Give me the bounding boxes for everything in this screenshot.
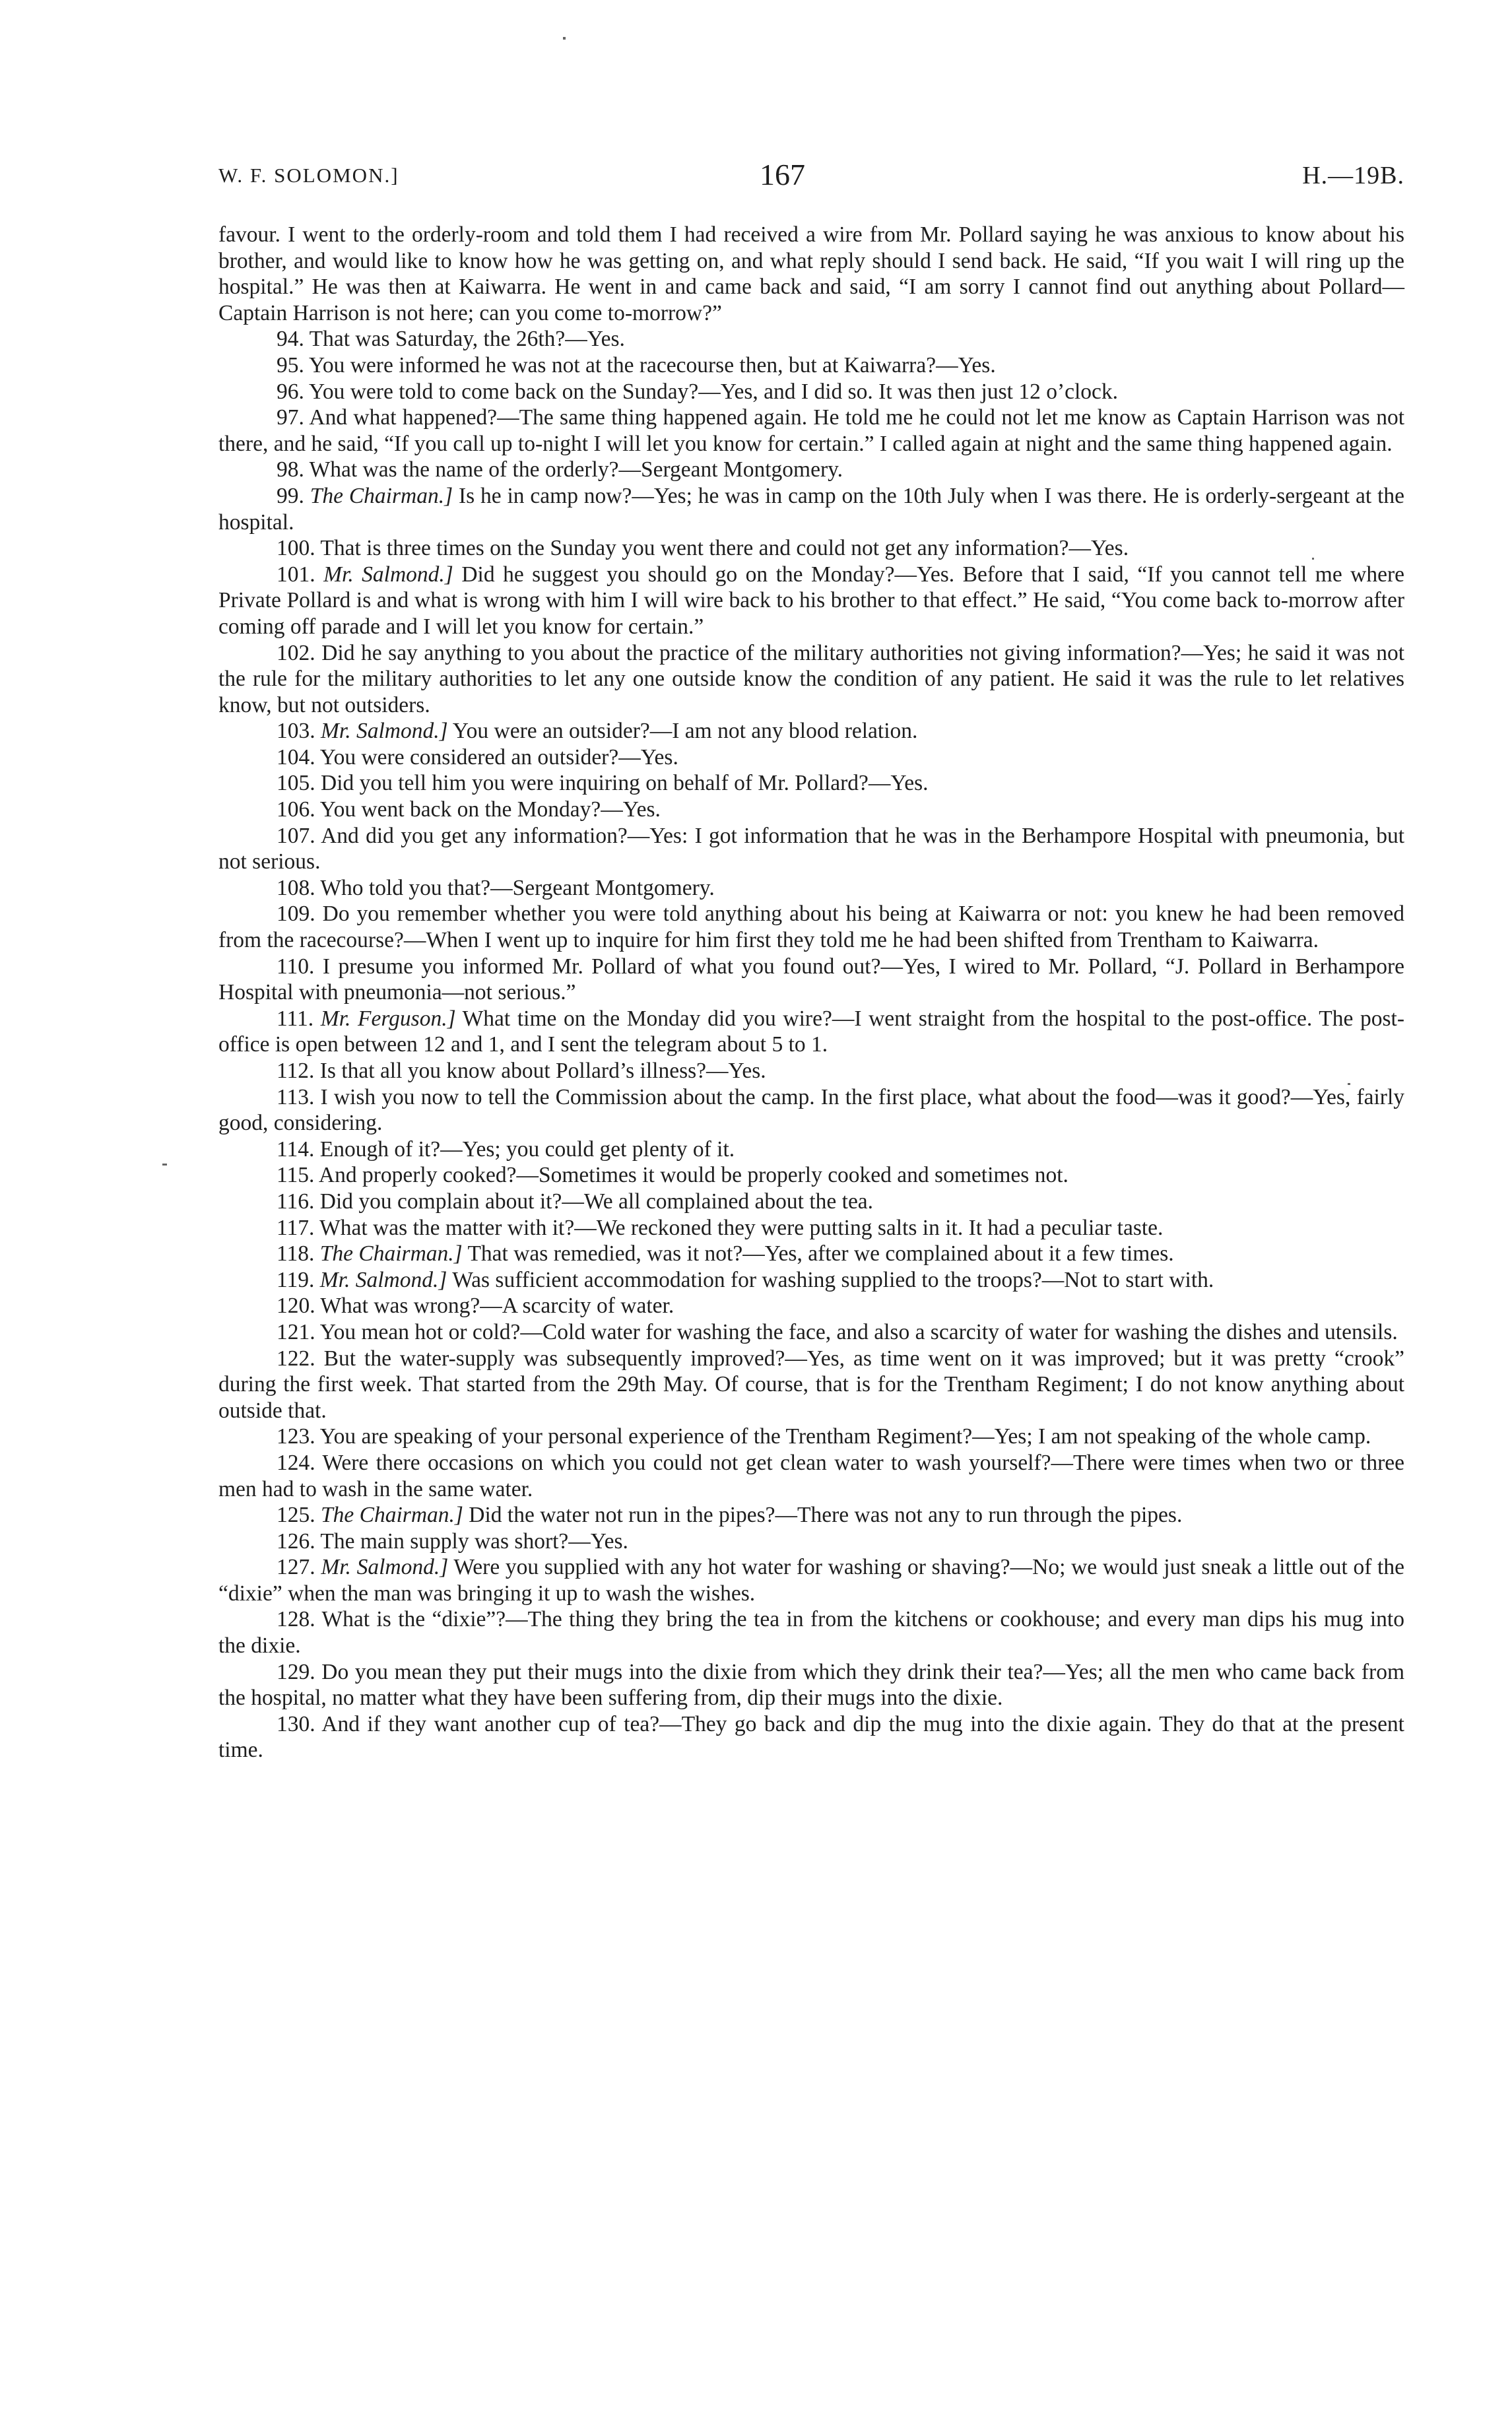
paragraph-text: Were you supplied with any hot water for washing or shaving?—No; we would just sneak a little out of the “dixie” when the man was bringing it up to wash the wishes. [218,1555,1404,1606]
question-number: 117. [277,1215,315,1240]
scan-speck [1348,1083,1350,1085]
question-number: 106. [277,797,315,822]
paragraph-text: And did you get any information?—Yes: I got information that he was in the Berhampore Hospital with pneumonia, but not serious. [218,823,1404,874]
paragraph-text: What is the “dixie”?—The thing they bring the tea in from the kitchens or cookhouse; and every man dips his mug into the dixie. [218,1607,1404,1659]
question-127 [218,1554,1404,1606]
witness-name: W. F. SOLOMON.] [218,164,399,187]
question-number: 111. [277,1006,314,1031]
question-number: 123. [277,1424,315,1449]
question-number: 114. [277,1136,315,1162]
question-129 [218,1659,1404,1711]
question-number: 109. [277,902,315,927]
question-112 [218,1058,1404,1084]
paragraph-text: But the water-supply was subsequently improved?—Yes, as time went on it was improved; but it was pretty “crook” during the first week. That started from the 29th May. Of course, that is for the Trentham Regiment; I do not know anything about outside that. [218,1346,1405,1423]
question-number: 104. [277,744,315,770]
paragraph-text: You went back on the Monday?—Yes. [319,797,661,822]
question-128 [218,1606,1404,1659]
question-number: 95. [277,352,304,378]
speaker-name: The Chairman.] [321,1503,463,1528]
paragraph-text: What was the name of the orderly?—Sergeant Montgomery. [309,457,843,482]
paper-reference: H.—19B. [1302,162,1404,189]
question-number: 127. [277,1555,315,1580]
paragraph-text: Was sufficient accommodation for washing supplied to the troops?—Not to start with. [452,1267,1214,1292]
paragraph-text: You were told to come back on the Sunday?—Yes, and I did so. It was then just 12 o’clock. [309,379,1119,404]
question-97 [218,405,1404,457]
question-126 [218,1528,1404,1555]
question-125 [218,1502,1404,1528]
question-105 [218,770,1404,797]
speaker-name: Mr. Salmond.] [319,1267,447,1292]
question-number: 99. [277,483,304,508]
paragraph-text: That was Saturday, the 26th?—Yes. [309,327,625,352]
question-number: 119. [277,1267,315,1292]
question-number: 112. [277,1059,315,1083]
question-122 [218,1346,1404,1424]
question-110 [218,954,1404,1006]
question-number: 124. [277,1450,315,1475]
running-head [218,157,1404,197]
paragraph-text: favour. I went to the orderly-room and told them I had received a wire from Mr. Pollard saying he was anxious to know about his brother, and would like to know how he was getting on, and what reply should I send back. He said, “If you wait I will ring up the hospital.” He was then at Kaiwarra. He went in and came back and said, “I am sorry I cannot find out anything about Pollard—Captain Harrison is not here; can you come to-morrow?” [218,222,1404,325]
paragraph-text: And if they want another cup of tea?—They go back and dip the mug into the dixie again. They do that at the present time. [218,1711,1404,1763]
paragraph-text: Were there occasions on which you could not get clean water to wash yourself?—There were times when two or three men had to wash in the same water. [218,1450,1404,1501]
question-100 [218,535,1404,562]
question-number: 103. [277,719,315,744]
paragraph-text: Enough of it?—Yes; you could get plenty of it. [319,1136,735,1162]
question-115 [218,1162,1404,1189]
evidence-text [218,222,1404,1763]
question-108 [218,875,1404,902]
question-96 [218,379,1404,405]
page-number: 167 [760,158,805,191]
paragraph-text: You mean hot or cold?—Cold water for washing the face, and also a scarcity of water for washing the dishes and utensils. [319,1319,1398,1344]
question-118 [218,1241,1404,1267]
paragraph-text: You were considered an outsider?—Yes. [319,744,678,770]
paragraph-text: Do you remember whether you were told anything about his being at Kaiwarra or not: you knew he had been removed from the racecourse?—When I went up to inquire for him first they told me he had been shifted from Trentham to Kaiwarra. [218,902,1405,953]
question-number: 94. [277,327,304,352]
question-106 [218,797,1404,823]
paragraph-text: What was wrong?—A scarcity of water. [320,1294,674,1319]
question-116 [218,1189,1404,1215]
speaker-name: Mr. Salmond.] [321,719,448,744]
paragraph-text: Did the water not run in the pipes?—There was not any to run through the pipes. [469,1503,1183,1528]
question-number: 102. [277,640,315,665]
question-number: 116. [277,1189,315,1214]
question-number: 108. [277,875,315,900]
question-number: 113. [277,1084,315,1109]
paragraph-text: And properly cooked?—Sometimes it would be properly cooked and sometimes not. [318,1163,1068,1188]
question-111 [218,1006,1404,1058]
question-number: 96. [277,379,304,404]
question-number: 107. [277,823,315,848]
question-124 [218,1450,1404,1502]
question-number: 97. [277,405,304,430]
question-number: 110. [277,954,315,979]
paragraph-text: Did he say anything to you about the practice of the military authorities not giving information?—Yes; he said it was not the rule for the military authorities to let any one outside know the condition of any patient. He said it was the rule to let relatives know, but not outsiders. [218,640,1405,717]
question-94 [218,326,1404,352]
question-number: 120. [277,1294,315,1319]
paragraph-text: You are speaking of your personal experience of the Trentham Regiment?—Yes; I am not speaking of the whole camp. [319,1424,1371,1449]
speaker-name: Mr. Salmond.] [321,1555,449,1580]
question-123 [218,1424,1404,1450]
question-109 [218,901,1404,953]
scan-speck [563,37,566,40]
question-114 [218,1136,1404,1163]
paragraph-text: Did he suggest you should go on the Monday?—Yes. Before that I said, “If you cannot tell me where Private Pollard is and what is wrong with him I will wire back to his brother to that effect.” He said, “You come back to-morrow after coming off parade and I will let you know for certain.” [218,562,1405,639]
question-number: 98. [277,457,304,482]
question-107 [218,823,1404,875]
speaker-name: Mr. Salmond.] [323,562,453,587]
question-103 [218,718,1404,744]
question-119 [218,1267,1404,1294]
question-number: 101. [277,562,315,587]
question-121 [218,1319,1404,1346]
question-98 [218,457,1404,483]
question-number: 121. [277,1319,315,1344]
question-number: 125. [277,1503,315,1528]
question-101 [218,562,1404,640]
question-130 [218,1711,1404,1763]
question-95 [218,352,1404,379]
paragraph-text: I wish you now to tell the Commission about the camp. In the first place, what about the food—was it good?—Yes, fairly good, considering. [218,1084,1405,1136]
question-99 [218,483,1404,535]
question-117 [218,1215,1404,1241]
paragraph-text: Is he in camp now?—Yes; he was in camp on the 10th July when I was there. He is orderly-sergeant at the hospital. [218,483,1405,535]
paragraph-text: You were an outsider?—I am not any blood relation. [452,719,918,744]
speaker-name: The Chairman.] [310,483,453,508]
paragraph-text: That is three times on the Sunday you went there and could not get any information?—Yes. [320,536,1129,561]
question-113 [218,1084,1404,1136]
question-number: 115. [277,1163,315,1188]
paragraph-text: What was the matter with it?—We reckoned they were putting salts in it. It had a peculiar taste. [319,1215,1164,1240]
question-number: 122. [277,1346,315,1371]
speaker-name: Mr. Ferguson.] [320,1006,456,1031]
paragraph-text: And what happened?—The same thing happened again. He told me he could not let me know as Captain Harrison was not there, and he said, “If you call up to-night I will let you know for certain.” I called again at night and the same thing happened again. [218,405,1404,456]
paragraph-text: Do you mean they put their mugs into the dixie from which they drink their tea?—Yes; all the men who came back from the hospital, no matter what they have been suffering from, dip their mugs into the dixie. [218,1659,1405,1711]
question-number: 100. [277,536,315,561]
paragraph-text: I presume you informed Mr. Pollard of what you found out?—Yes, I wired to Mr. Pollard, “J. Pollard in Berhampore Hospital with pneumonia—not serious.” [218,954,1405,1005]
scan-speck [1312,558,1314,560]
paragraph-text: Who told you that?—Sergeant Montgomery. [320,875,715,900]
paragraph-text: You were informed he was not at the racecourse then, but at Kaiwarra?—Yes. [309,352,996,378]
speaker-name: The Chairman.] [319,1241,463,1266]
continued-paragraph [218,222,1404,326]
scan-speck [162,1164,167,1166]
question-number: 130. [277,1711,315,1736]
paragraph-text: The main supply was short?—Yes. [320,1528,628,1554]
paragraph-text: Is that all you know about Pollard’s illness?—Yes. [319,1059,766,1083]
question-number: 118. [277,1241,315,1266]
question-number: 126. [277,1528,315,1554]
paragraph-text: What time on the Monday did you wire?—I went straight from the hospital to the post-office. The post-office is open between 12 and 1, and I sent the telegram about 5 to 1. [218,1006,1404,1057]
question-104 [218,744,1404,771]
question-number: 129. [277,1659,315,1684]
question-102 [218,640,1404,719]
question-number: 128. [277,1607,315,1632]
question-120 [218,1293,1404,1319]
paragraph-text: Did you complain about it?—We all complained about the tea. [319,1189,874,1214]
paragraph-text: Did you tell him you were inquiring on behalf of Mr. Pollard?—Yes. [321,771,929,796]
question-number: 105. [277,771,315,796]
paragraph-text: That was remedied, was it not?—Yes, after we complained about it a few times. [467,1241,1174,1266]
